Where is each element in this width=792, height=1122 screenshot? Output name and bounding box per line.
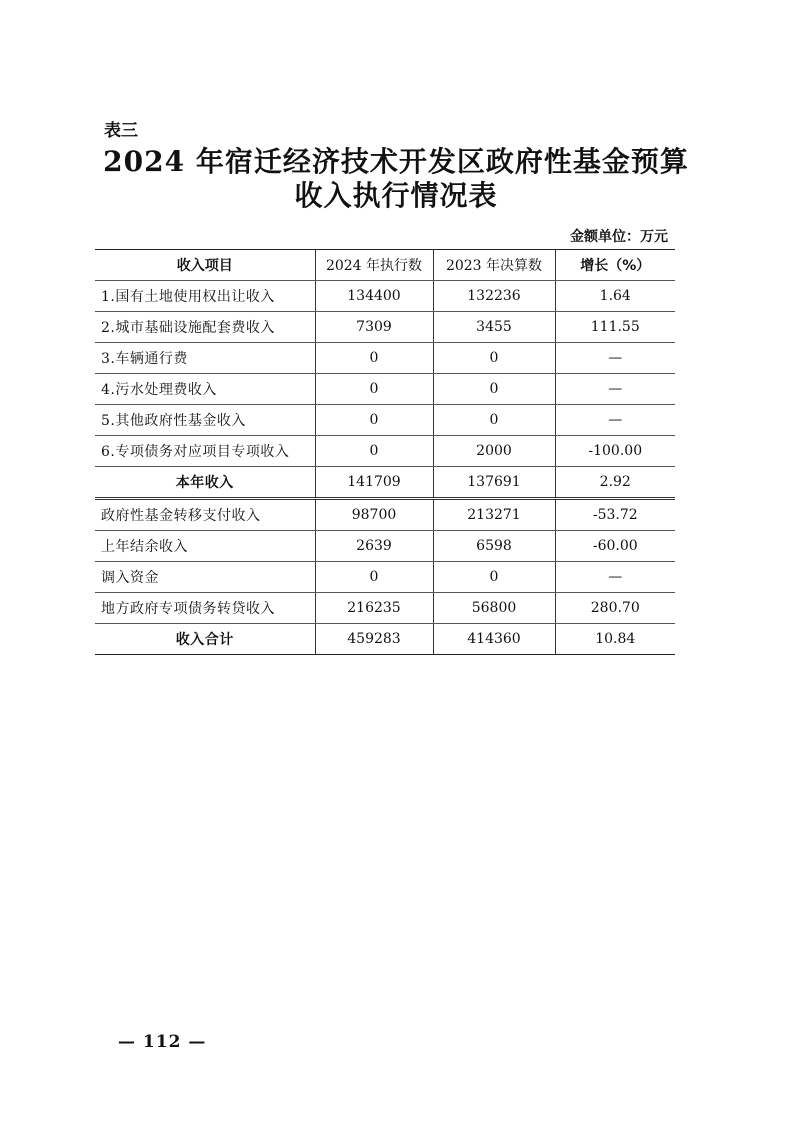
table-row xyxy=(95,281,675,312)
row-growth: -100.00 xyxy=(555,436,675,467)
row-exec-2024: 0 xyxy=(315,374,433,405)
row-exec-2024: 0 xyxy=(315,343,433,374)
row-growth: — xyxy=(555,562,675,593)
row-exec-2024: 98700 xyxy=(315,499,433,531)
row-final-2023: 6598 xyxy=(433,531,555,562)
row-growth: 280.70 xyxy=(555,593,675,624)
row-item: 5.其他政府性基金收入 xyxy=(95,405,315,436)
row-item: 上年结余收入 xyxy=(95,531,315,562)
row-final-2023: 0 xyxy=(433,405,555,436)
title-line-1: 2024 年宿迁经济技术开发区政府性基金预算 xyxy=(103,145,689,178)
row-item: 2.城市基础设施配套费收入 xyxy=(95,312,315,343)
row-exec-2024: 141709 xyxy=(315,467,433,499)
table-row xyxy=(95,499,675,531)
row-exec-2024: 216235 xyxy=(315,593,433,624)
amount-unit: 金额单位：万元 xyxy=(570,229,668,245)
table-row xyxy=(95,436,675,467)
row-item: 1.国有土地使用权出让收入 xyxy=(95,281,315,312)
page-number: — 112 — xyxy=(118,1032,207,1052)
row-final-2023: 414360 xyxy=(433,624,555,655)
revenue-table xyxy=(95,249,675,655)
row-growth: — xyxy=(555,374,675,405)
row-growth: 111.55 xyxy=(555,312,675,343)
row-growth: — xyxy=(555,343,675,374)
row-exec-2024: 0 xyxy=(315,436,433,467)
table-row xyxy=(95,405,675,436)
row-growth: 1.64 xyxy=(555,281,675,312)
row-final-2023: 132236 xyxy=(433,281,555,312)
table-header-row xyxy=(95,250,675,281)
grand-total-row xyxy=(95,624,675,655)
header-growth: 增长（%） xyxy=(555,250,675,281)
row-final-2023: 0 xyxy=(433,562,555,593)
row-growth: 2.92 xyxy=(555,467,675,499)
row-item: 地方政府专项债务转贷收入 xyxy=(95,593,315,624)
row-growth: -53.72 xyxy=(555,499,675,531)
title-line-2: 收入执行情况表 xyxy=(294,179,498,212)
row-item: 6.专项债务对应项目专项收入 xyxy=(95,436,315,467)
row-item: 本年收入 xyxy=(95,467,315,499)
row-exec-2024: 7309 xyxy=(315,312,433,343)
document-title xyxy=(0,145,792,213)
table-row xyxy=(95,562,675,593)
row-item: 收入合计 xyxy=(95,624,315,655)
row-final-2023: 137691 xyxy=(433,467,555,499)
row-final-2023: 0 xyxy=(433,343,555,374)
row-final-2023: 0 xyxy=(433,374,555,405)
header-item: 收入项目 xyxy=(95,250,315,281)
row-item: 政府性基金转移支付收入 xyxy=(95,499,315,531)
row-exec-2024: 0 xyxy=(315,405,433,436)
row-final-2023: 56800 xyxy=(433,593,555,624)
header-final-2023: 2023 年决算数 xyxy=(433,250,555,281)
row-exec-2024: 134400 xyxy=(315,281,433,312)
row-exec-2024: 459283 xyxy=(315,624,433,655)
table-row xyxy=(95,531,675,562)
row-exec-2024: 2639 xyxy=(315,531,433,562)
row-item: 3.车辆通行费 xyxy=(95,343,315,374)
row-item: 调入资金 xyxy=(95,562,315,593)
table-row xyxy=(95,343,675,374)
table-row xyxy=(95,374,675,405)
row-final-2023: 213271 xyxy=(433,499,555,531)
table-label: 表三 xyxy=(104,121,138,141)
row-growth: 10.84 xyxy=(555,624,675,655)
row-final-2023: 3455 xyxy=(433,312,555,343)
row-exec-2024: 0 xyxy=(315,562,433,593)
row-final-2023: 2000 xyxy=(433,436,555,467)
subtotal-row xyxy=(95,467,675,499)
row-growth: — xyxy=(555,405,675,436)
table-row xyxy=(95,593,675,624)
row-growth: -60.00 xyxy=(555,531,675,562)
table-row xyxy=(95,312,675,343)
header-exec-2024: 2024 年执行数 xyxy=(315,250,433,281)
row-item: 4.污水处理费收入 xyxy=(95,374,315,405)
